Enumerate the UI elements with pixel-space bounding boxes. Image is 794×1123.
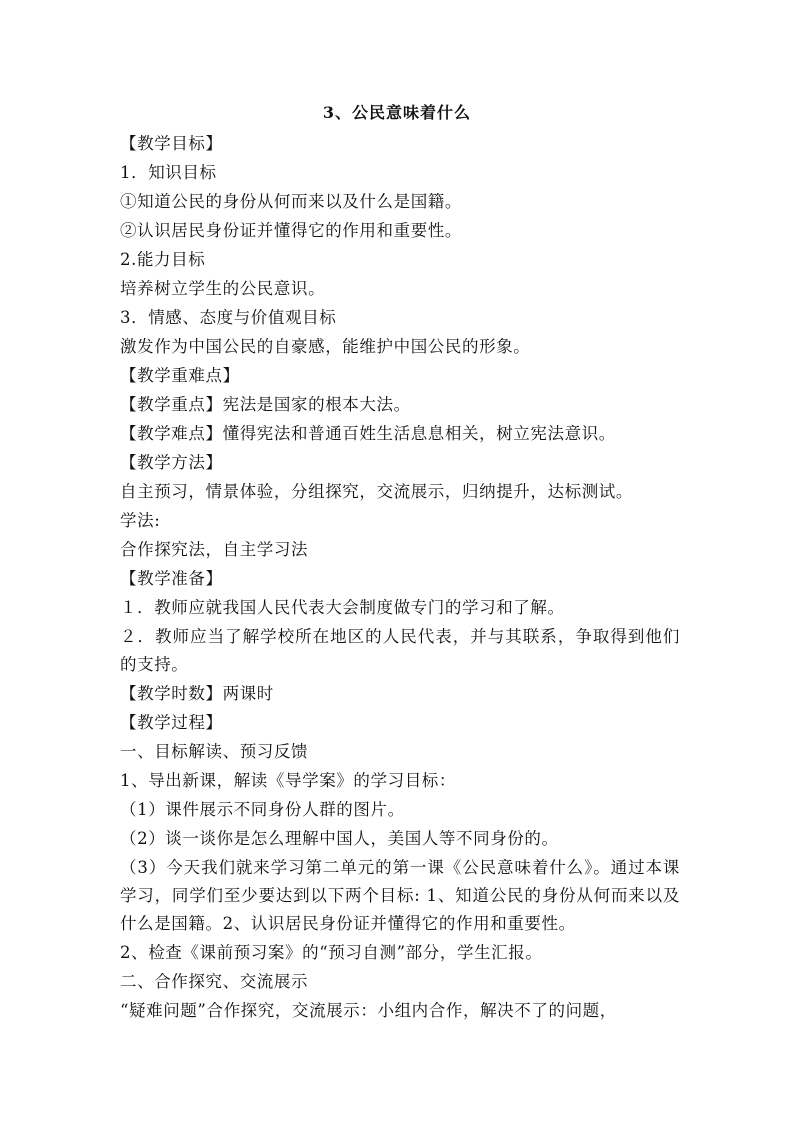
text-line: 学法: [120, 511, 161, 530]
text-line: １．教师应就我国人民代表大会制度做专门的学习和了解。 [120, 598, 565, 617]
text-line: 二、合作探究、交流展示 [120, 972, 309, 991]
text-line: 2.能力目标 [120, 250, 206, 269]
text-line: 1、导出新课，解读《导学案》的学习目标： [120, 771, 456, 790]
text-line: “疑难问题”合作探究，交流展示：小组内合作，解决不了的问题， [120, 1001, 617, 1020]
text-line: 合作探究法，自主学习法 [120, 540, 309, 559]
text-line: 【教学难点】懂得宪法和普通百姓生活息息相关，树立宪法意识。 [120, 424, 616, 443]
text-line: ②认识居民身份证并懂得它的作用和重要性。 [120, 221, 462, 240]
text-line: 一、目标解读、预习反馈 [120, 742, 309, 761]
text-line: 1．知识目标 [120, 163, 217, 182]
text-line: ①知道公民的身份从何而来以及什么是国籍。 [120, 192, 462, 211]
text-line: （1）课件展示不同身份人群的图片。 [120, 800, 405, 819]
text-line: （2）谈一谈你是怎么理解中国人，美国人等不同身份的。 [120, 829, 559, 848]
text-line: 【教学目标】 [120, 134, 223, 153]
text-line: 培养树立学生的公民意识。 [120, 279, 326, 298]
text-line: 【教学准备】 [120, 569, 223, 588]
document-body [120, 129, 680, 1025]
text-line: 【教学方法】 [120, 453, 223, 472]
text-line: 3．情感、态度与价值观目标 [120, 308, 337, 327]
document-title: 3、公民意味着什么 [322, 103, 472, 122]
text-line: 【教学过程】 [120, 713, 223, 732]
text-line: 【教学重难点】 [120, 366, 240, 385]
paragraph-step-3: （3）今天我们就来学习第二单元的第一课《公民意味着什么》。通过本课学习，同学们至少要达到以下两个目标: 1、知道公民的身份从何而来以及什么是国籍。2、认识居民身份证并懂得它的作用和重要性。 [120, 858, 680, 933]
text-line: 激发作为中国公民的自豪感，能维护中国公民的形象。 [120, 337, 531, 356]
text-line: 【教学时数】两课时 [120, 684, 274, 703]
paragraph-prep-2: ２．教师应当了解学校所在地区的人民代表，并与其联系，争取得到他们的支持。 [120, 627, 680, 674]
text-line: 【教学重点】宪法是国家的根本大法。 [120, 395, 411, 414]
text-line: 2、检查《课前预习案》的“预习自测”部分，学生汇报。 [120, 943, 543, 962]
text-line: 自主预习，情景体验，分组探究，交流展示，归纳提升，达标测试。 [120, 482, 633, 501]
